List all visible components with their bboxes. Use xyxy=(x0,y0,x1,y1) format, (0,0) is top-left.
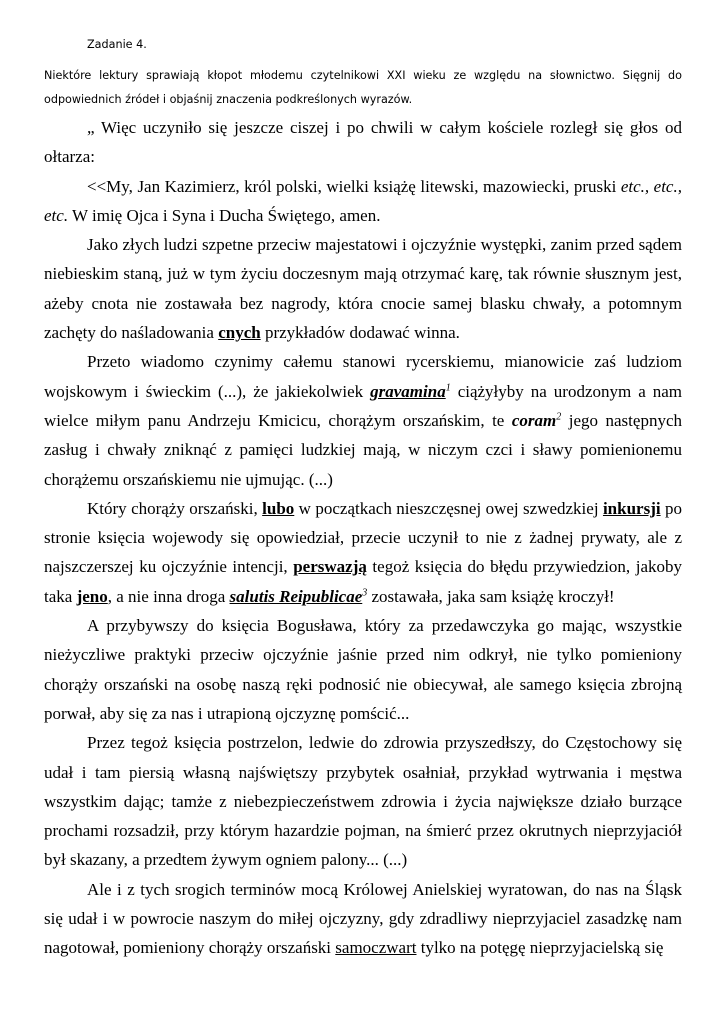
paragraph-3: Jako złych ludzi szpetne przeciw majestatowi i ojczyźnie występki, zanim przed sądem niebieskim staną, już w tym życiu doczesnym mają otrzymać karę, tak równie słusznym jest, ażeby cnota nie zostawała bez nagrody, która cnocie samej blasku chwały, a potomnym zachęty do naśladowania cnych przykładów dodawać winna. xyxy=(44,235,682,343)
underlined-word-salutis-reipublicae: salutis Reipublicae xyxy=(229,586,363,606)
underlined-word-lubo: lubo xyxy=(262,498,295,518)
excerpt-text xyxy=(44,113,682,963)
task-instruction: Niektóre lektury sprawiają kłopot młodemu czytelnikowi XXI wieku ze względu na słownictwo. Sięgnij do odpowiednich źródeł i objaśnij znaczenia podkreślonych wyrazów. xyxy=(44,69,682,106)
paragraph-4: Przeto wiadomo czynimy całemu stanowi rycerskiemu, mianowicie zaś ludziom wojskowym i świeckim (...), że jakiekolwiek gravamina$^1$ ciążyłyby na urodzonym a nam wielce miłym panu Andrzeju Kmicicu, chorążym orszańskim, te coram$^2$ jego następnych zasług i chwały zniknąć z pamięci ludzkiej mają, w niczym czci i sławy pomienionemu chorążemu orszańskiemu nie ujmując. (...) xyxy=(44,352,683,489)
underlined-word-cnych: cnych xyxy=(218,323,261,343)
paragraph-1: „ Więc uczyniło się jeszcze ciszej i po chwili w całym kościele rozległ się głos od ołtarza: xyxy=(44,118,682,167)
word-coram: coram xyxy=(511,410,557,430)
paragraph-5: Który chorąży orszański, lubo w początkach nieszczęsnej owej szwedzkiej inkursji po stronie księcia wojewody się opowiedział, przecie uczynił to nie z żadnej prywaty, ale z najszczerszej ku ojczyźnie intencji, perswazją tegoż księcia do błędu przywiedzion, jakoby taka jeno, a nie inna droga salutis Reipublicae$^3$ zostawała, jaka sam książę kroczył! xyxy=(44,498,682,606)
underlined-word-jeno: jeno xyxy=(76,586,108,606)
paragraph-7: Przez tegoż księcia postrzelon, ledwie do zdrowia przyszedłszy, do Częstochowy się udał i tam piersią własną najświętszy przybytek osałniał, przykład wytrwania i męstwa wszystkim dając; tamże z niebezpieczeństwem zdrowia i życia największe działo burzące prochami rozsadził, przy którym hazardzie pojman, na śmierć przez okrutnych nieprzyjaciół był skazany, a przedtem żywym ogniem palony... (...) xyxy=(44,733,682,870)
paragraph-6: A przybywszy do księcia Bogusława, który za przedawczyka go mając, wszystkie nieżyczliwe praktyki przeciw ojczyźnie jaśnie przed nim odkrył, nie tylko pomieniony chorąży orszański na osobę naszą ręki podnosić nie obiecywał, ale samego księcia zbrojną porwał, aby się za nas i utrapioną ojczyznę pomścić... xyxy=(44,616,682,723)
underlined-word-perswazja: perswazją xyxy=(293,557,367,577)
footnote-1: 1 xyxy=(445,382,451,394)
underlined-word-samoczwart: samoczwart xyxy=(335,938,417,958)
footnote-2: 2 xyxy=(556,411,562,423)
paragraph-8: Ale i z tych srogich terminów mocą Królowej Anielskiej wyratowan, do nas na Śląsk się udał i w powrocie naszym do miłej ojczyzny, gdy zdradliwy nieprzyjaciel zasadzkę nam nagotował, pomieniony chorąży orszański samoczwart tylko na potęgę nieprzyjacielską się xyxy=(44,879,682,958)
etc-phrase: etc., etc., etc. xyxy=(44,176,682,225)
underlined-word-inkursji: inkursji xyxy=(602,498,661,518)
underlined-word-gravamina: gravamina xyxy=(370,381,446,401)
paragraph-2: <<My, Jan Kazimierz, król polski, wielki książę litewski, mazowiecki, pruski etc., etc., etc. W imię Ojca i Syna i Ducha Świętego, amen. xyxy=(44,176,682,225)
footnote-3: 3 xyxy=(362,587,368,599)
task-label: Zadanie 4. xyxy=(87,38,147,51)
